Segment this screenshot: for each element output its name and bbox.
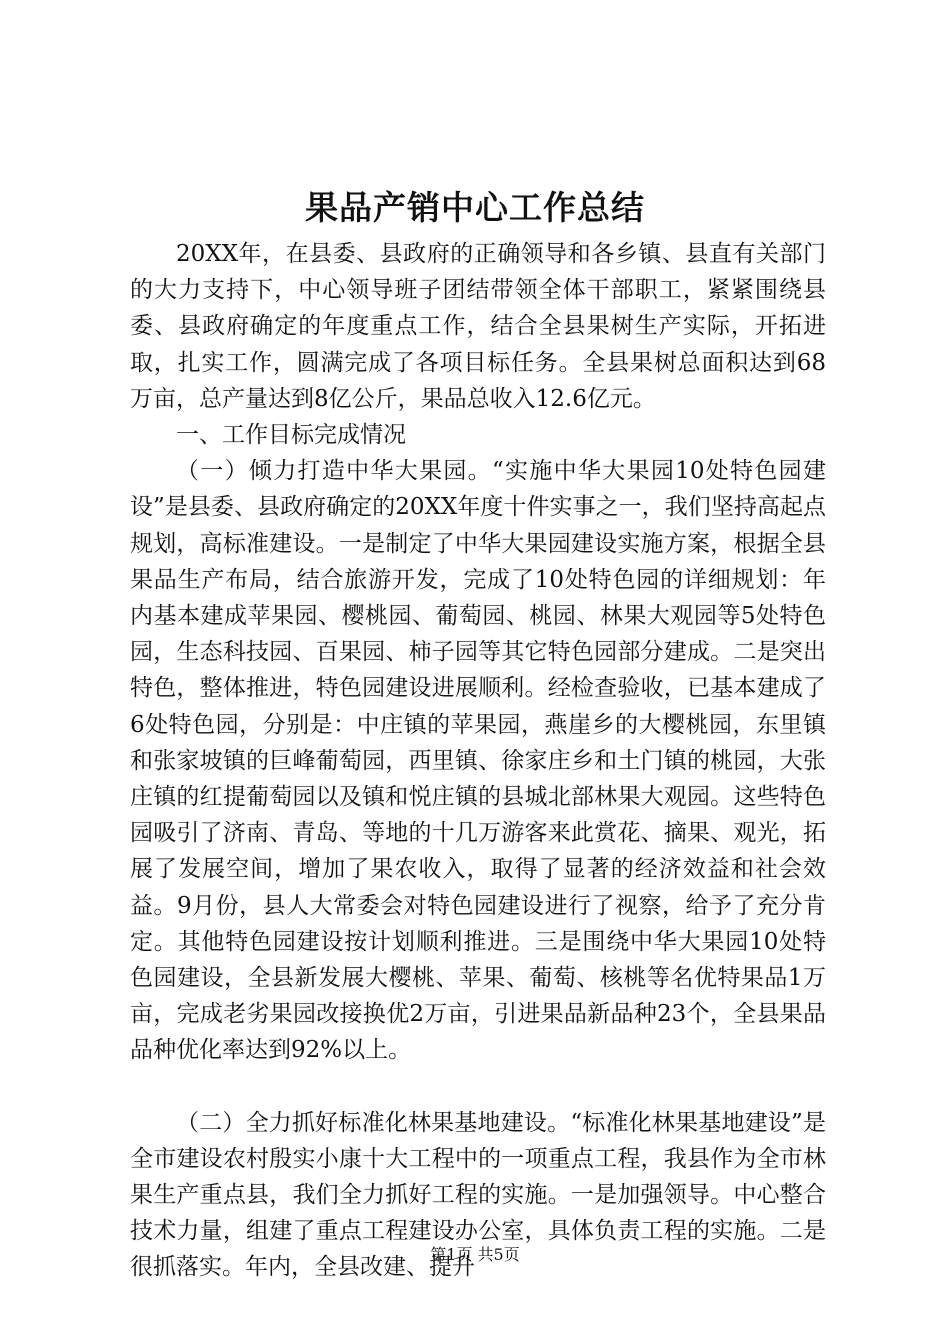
document-body (130, 236, 826, 1286)
document-title: 果品产销中心工作总结 (305, 188, 645, 227)
section-heading: 一、工作目标完成情况 (176, 422, 406, 449)
paragraph-section-1: （一）倾力打造中华大果园。“实施中华大果园10处特色园建设”是县委、县政府确定的20XX年度十件实事之一，我们坚持高起点规划，高标准建设。一是制定了中华大果园建设实施方案，根据全县果品生产布局，结合旅游开发，完成了10处特色园的详细规划：年内基本建成苹果园、樱桃园、葡萄园、桃园、林果大观园等5处特色园，生态科技园、百果园、柿子园等其它特色园部分建成。二是突出特色，整体推进，特色园建设进展顺利。经检查验收，已基本建成了6处特色园，分别是：中庄镇的苹果园，燕崖乡的大樱桃园，东里镇和张家坡镇的巨峰葡萄园，西里镇、徐家庄乡和土门镇的桃园，大张庄镇的红提葡萄园以及镇和悦庄镇的县城北部林果大观园。这些特色园吸引了济南、青岛、等地的十几万游客来此赏花、摘果、观光，拓展了发展空间，增加了果农收入，取得了显著的经济效益和社会效益。9月份，县人大常委会对特色园建设进行了视察，给予了充分肯定。其他特色园建设按计划顺利推进。三是围绕中华大果园10处特色园建设，全县新发展大樱桃、苹果、葡萄、核桃等名优特果品1万亩，完成老劣果园改接换优2万亩，引进果品新品种23个，全县果品品种优化率达到92%以上。 (130, 458, 826, 1064)
page-number-footer: 第1页 共5页 (430, 1245, 520, 1264)
paragraph-intro: 20XX年，在县委、县政府的正确领导和各乡镇、县直有关部门的大力支持下，中心领导班子团结带领全体干部职工，紧紧围绕县委、县政府确定的年度重点工作，结合全县果树生产实际，开拓进取，扎实工作，圆满完成了各项目标任务。全县果树总面积达到68万亩，总产量达到8亿公斤，果品总收入12.6亿元。 (130, 241, 826, 412)
paragraph-section-2: （二）全力抓好标准化林果基地建设。“标准化林果基地建设”是全市建设农村殷实小康十大工程中的一项重点工程，我县作为全市林果生产重点县，我们全力抓好工程的实施。一是加强领导。中心整合技术力量，组建了重点工程建设办公室，具体负责工程的实施。二是很抓落实。年内，全县改建、提升 (130, 1109, 826, 1281)
